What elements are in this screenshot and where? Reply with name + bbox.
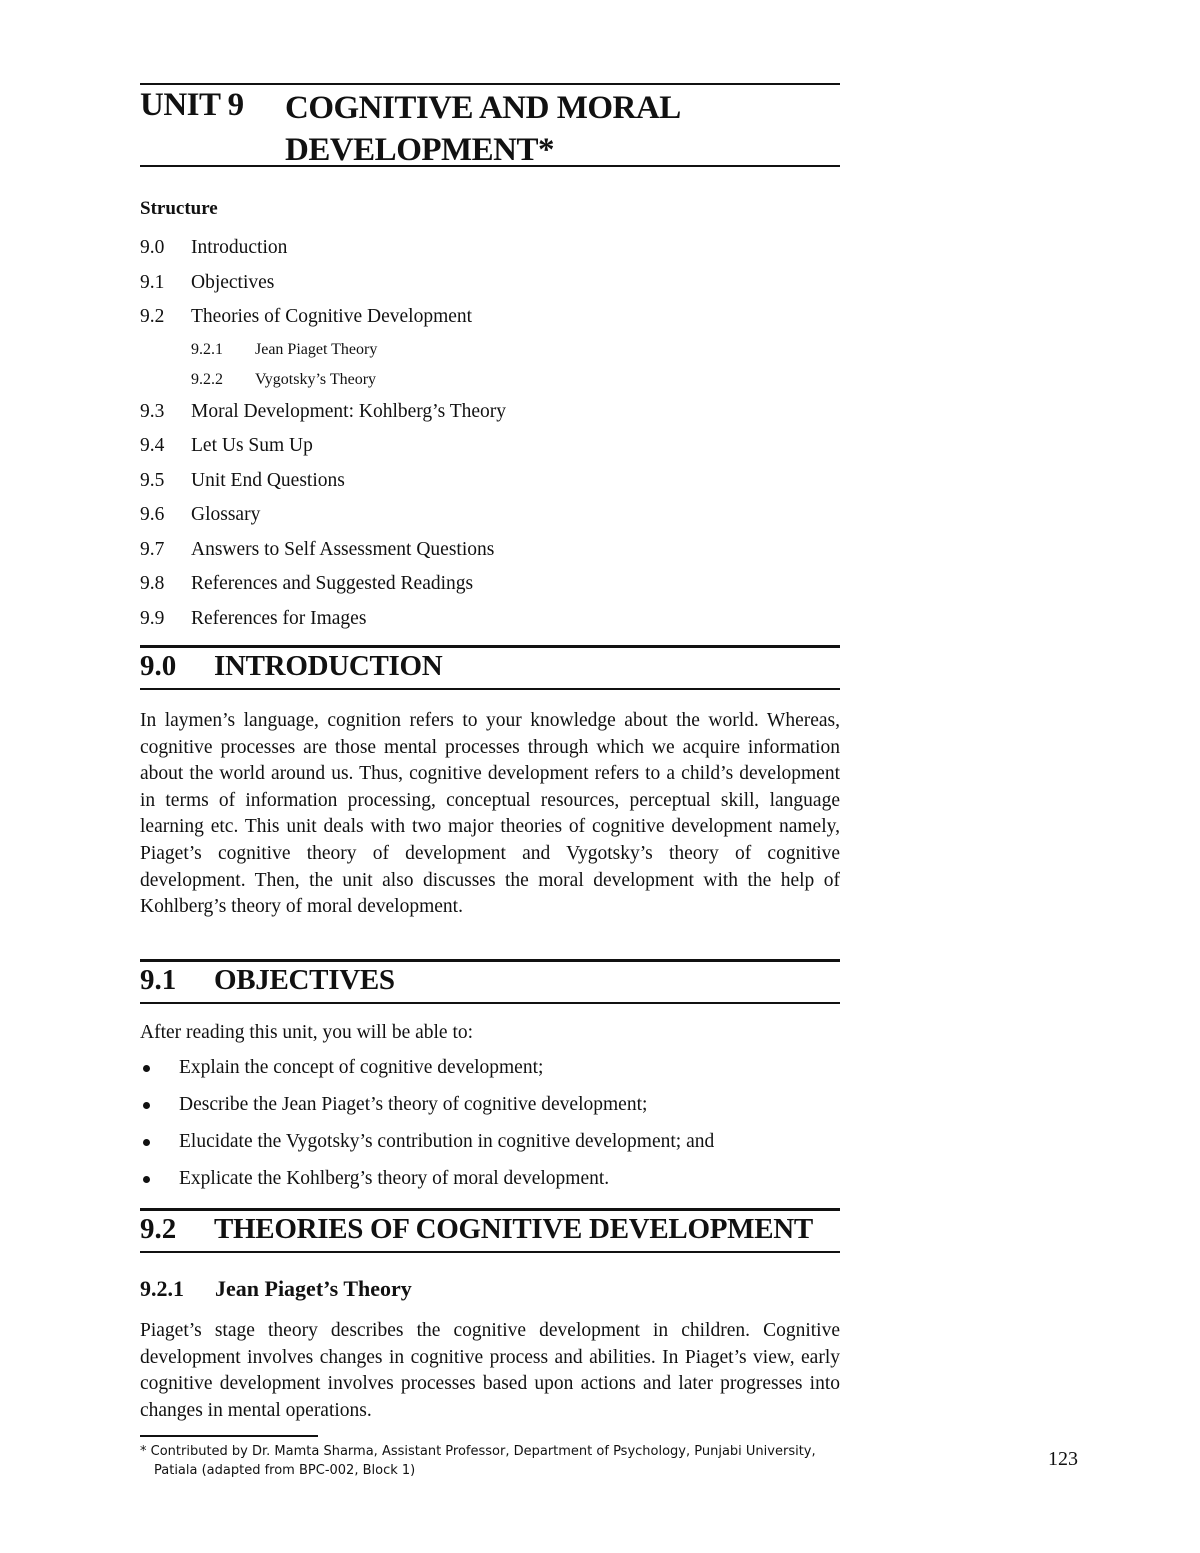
bullet-icon (143, 1176, 150, 1183)
subsection-heading: 9.2.1 Jean Piaget’s Theory (140, 1276, 412, 1301)
section-theories (140, 1208, 840, 1424)
footnote-line2: Patiala (adapted from BPC-002, Block 1) (154, 1463, 416, 1478)
bullet-icon (143, 1102, 150, 1109)
toc-subitem: 9.2.1 Jean Piaget Theory (191, 340, 378, 358)
unit-title-block (140, 83, 840, 167)
toc-item: 9.1 Objectives (140, 271, 275, 293)
piaget-paragraph: Piaget’s stage theory describes the cognitive development in children. Cognitive development involves changes in cognitive process and abilities. In Piaget’s view, early cognitive development involves processes based upon actions and later progresses into changes in mental operations. (140, 1320, 840, 1421)
toc-subitem: 9.2.2 Vygotsky’s Theory (191, 370, 377, 388)
toc-item: 9.8 References and Suggested Readings (140, 573, 474, 594)
toc-item: 9.0 Introduction (140, 237, 288, 258)
objective-item: Explicate the Kohlberg’s theory of moral development. (140, 1160, 840, 1197)
toc-item: 9.9 References for Images (140, 607, 367, 629)
bullet-icon (143, 1065, 150, 1072)
toc-item: 9.3 Moral Development: Kohlberg’s Theory (140, 400, 507, 422)
unit-title (285, 87, 845, 171)
toc-item: 9.4 Let Us Sum Up (140, 435, 313, 456)
section-objectives (140, 959, 840, 1197)
footnote (140, 1442, 850, 1480)
section-heading: 9.2 THEORIES OF COGNITIVE DEVELOPMENT (140, 1208, 840, 1253)
section-heading: 9.0 INTRODUCTION (140, 645, 840, 690)
toc-item: 9.2 Theories of Cognitive Development (140, 306, 473, 327)
bullet-icon (143, 1139, 150, 1146)
objective-item: Elucidate the Vygotsky’s contribution in cognitive development; and (140, 1123, 840, 1160)
objective-item: Describe the Jean Piaget’s theory of cognitive development; (140, 1086, 840, 1123)
page-number: 123 (1048, 1448, 1078, 1470)
unit-title-line2: DEVELOPMENT* (285, 132, 555, 168)
section-introduction (140, 645, 840, 921)
section-heading: 9.1 OBJECTIVES (140, 959, 840, 1004)
structure-toc (140, 198, 840, 636)
footnote-line1: * Contributed by Dr. Mamta Sharma, Assistant Professor, Department of Psychology, Punjabi University, (140, 1444, 816, 1459)
footnote-rule (140, 1435, 318, 1437)
toc-item: 9.5 Unit End Questions (140, 469, 345, 491)
unit-title-line1: COGNITIVE AND MORAL (285, 90, 681, 126)
introduction-paragraph: In laymen’s language, cognition refers to your knowledge about the world. Whereas, cognitive processes are those mental processes through which we acquire information about the world around us. Thus, cognitive development refers to a child’s development in terms of information processing, conceptual resources, perceptual skill, language learning etc. This unit deals with two major theories of cognitive development namely, Piaget’s cognitive theory of development and Vygotsky’s theory of cognitive development. Then, the unit also discusses the moral development with the help of Kohlberg’s theory of moral development. (140, 710, 840, 918)
objectives-lead: After reading this unit, you will be able to: (140, 1022, 474, 1043)
toc-item: 9.6 Glossary (140, 504, 261, 525)
structure-heading: Structure (140, 198, 218, 219)
objective-item: Explain the concept of cognitive development; (140, 1049, 840, 1086)
unit-number: UNIT 9 (140, 87, 244, 123)
toc-item: 9.7 Answers to Self Assessment Questions (140, 538, 495, 560)
